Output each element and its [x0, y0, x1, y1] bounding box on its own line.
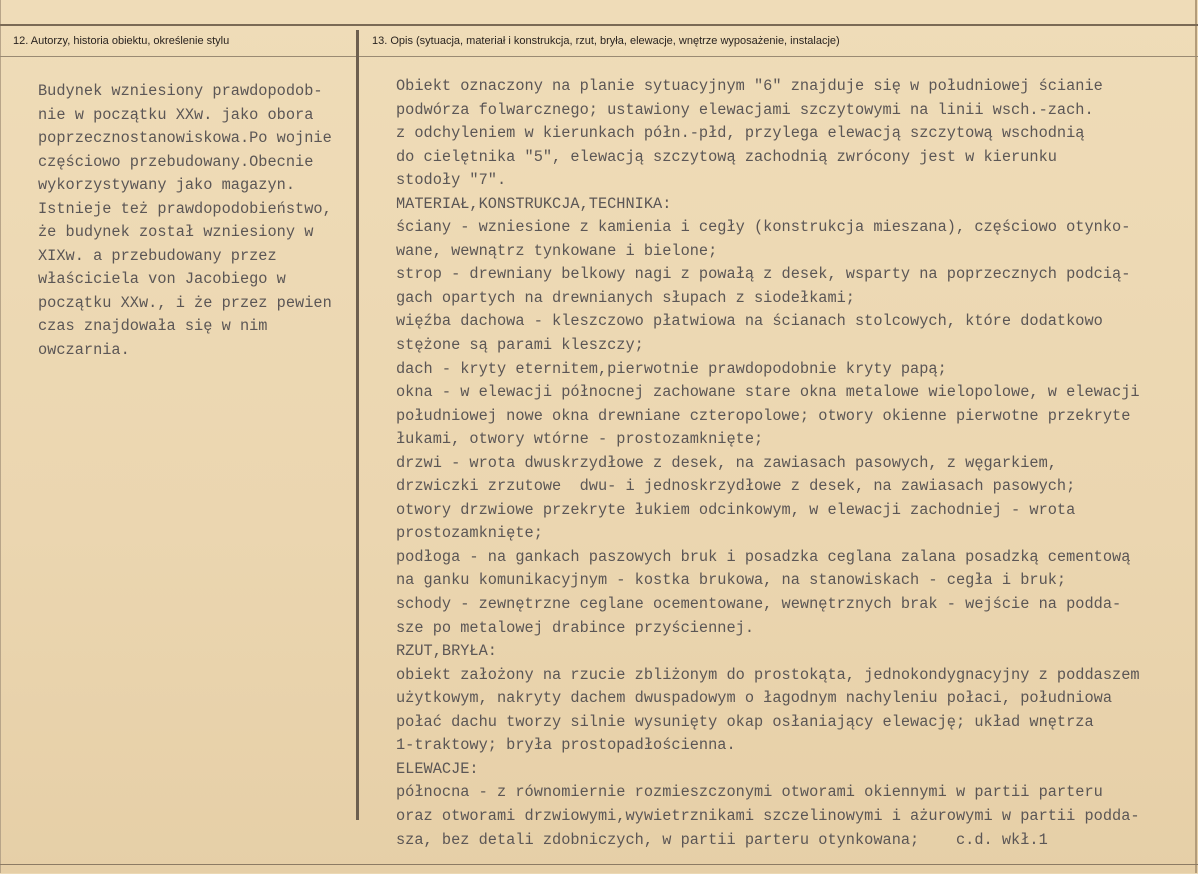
s13-line: podwórza folwarcznego; ustawiony elewacjami szczytowymi na linii wsch.-zach.	[396, 100, 1094, 119]
s13-line: MATERIAŁ,KONSTRUKCJA,TECHNIKA:	[396, 194, 672, 213]
top-rule	[0, 24, 1198, 26]
s13-line: gach opartych na drewnianych słupach z siodełkami;	[396, 288, 855, 307]
section-13-title: 13. Opis (sytuacja, materiał i konstrukcja, rzut, bryła, elewacje, wnętrze wyposażenie, instalacje)	[372, 35, 840, 47]
column-divider	[356, 30, 359, 820]
s13-line: podłoga - na gankach paszowych bruk i posadzka ceglana zalana posadzką cementową	[396, 547, 1131, 566]
s13-line: okna - w elewacji północnej zachowane stare okna metalowe wielopolowe, w elewacji	[396, 383, 1140, 402]
s13-line: ELEWACJE:	[396, 759, 479, 778]
s13-line: stężone są parami kleszczy;	[396, 336, 644, 355]
s13-line: wane, wewnątrz tynkowane i bielone;	[396, 241, 718, 260]
s13-line: sze po metalowej drabince przyściennej.	[396, 618, 755, 637]
s13-line: drzwi - wrota dwuskrzydłowe z desek, na zawiasach pasowych, z węgarkiem,	[396, 453, 1057, 472]
s13-line: obiekt założony na rzucie zbliżonym do prostokąta, jednokondygnacyjny z poddaszem	[396, 665, 1140, 684]
s12-line: czas znajdowała się w nim	[38, 317, 268, 336]
right-edge	[1195, 0, 1197, 873]
s13-line: łukami, otwory wtórne - prostozamknięte;	[396, 430, 764, 449]
section-12-body	[38, 80, 332, 363]
s12-line: początku XXw., i że przez pewien	[38, 293, 332, 312]
s12-line: Budynek wzniesiony prawdopodob-	[38, 82, 323, 100]
s13-line: RZUT,BRYŁA:	[396, 642, 497, 661]
s13-line: schody - zewnętrzne ceglane ocementowane, wewnętrznych brak - wejście na podda-	[396, 595, 1122, 614]
s12-line: wykorzystywany jako magazyn.	[38, 176, 296, 195]
s13-line: stodoły "7".	[396, 171, 507, 190]
header-rule	[0, 56, 1198, 57]
s13-line: z odchyleniem w kierunkach półn.-płd, przylega elewacją szczytową wschodnią	[396, 124, 1085, 143]
s12-line: właściciela von Jacobiego w	[38, 270, 286, 289]
s13-line: na ganku komunikacyjnym - kostka brukowa, na stanowiskach - cegła i bruk;	[396, 571, 1067, 590]
s13-line: strop - drewniany belkowy nagi z powałą z desek, wsparty na poprzecznych podcią-	[396, 265, 1131, 284]
s13-line: drzwiczki zrzutowe dwu- i jednoskrzydłowe z desek, na zawiasach pasowych;	[396, 477, 1076, 496]
section-13-body	[396, 75, 1140, 852]
s13-line: dach - kryty eternitem,pierwotnie prawdopodobnie kryty papą;	[396, 359, 947, 378]
s13-line: otwory drzwiowe przekryte łukiem odcinkowym, w elewacji zachodniej - wrota	[396, 500, 1076, 519]
s13-line: ściany - wzniesione z kamienia i cegły (konstrukcja mieszana), częściowo otynko-	[396, 218, 1131, 237]
s12-line: owczarnia.	[38, 341, 130, 360]
s13-line: oraz otworami drzwiowymi,wywietrznikami szczelinowymi i ażurowymi w partii podda-	[396, 806, 1140, 825]
s13-line: sza, bez detali zdobniczych, w partii parteru otynkowana; c.d. wkł.1	[396, 830, 1048, 849]
left-edge	[0, 0, 1, 873]
s12-line: częściowo przebudowany.Obecnie	[38, 152, 314, 171]
s12-line: że budynek został wzniesiony w	[38, 223, 314, 242]
s12-line: Istnieje też prawdopodobieństwo,	[38, 199, 332, 218]
s12-line: nie w początku XXw. jako obora	[38, 105, 314, 124]
s13-line: Obiekt oznaczony na planie sytuacyjnym "6" znajduje się w południowej ścianie	[396, 77, 1103, 95]
s13-line: użytkowym, nakryty dachem dwuspadowym o łagodnym nachyleniu połaci, południowa	[396, 689, 1113, 708]
s13-line: południowej nowe okna drewniane czteropolowe; otwory okienne pierwotne przekryte	[396, 406, 1131, 425]
s13-line: prostozamknięte;	[396, 524, 543, 543]
s12-line: poprzecznostanowiskowa.Po wojnie	[38, 129, 332, 148]
section-12-title: 12. Autorzy, historia obiektu, określenie stylu	[13, 35, 230, 47]
s13-line: północna - z równomiernie rozmieszczonymi otworami okiennymi w partii parteru	[396, 783, 1103, 802]
s13-line: 1-traktowy; bryła prostopadłościenna.	[396, 736, 736, 755]
s13-line: połać dachu tworzy silnie wysunięty okap osłaniający elewację; układ wnętrza	[396, 712, 1094, 731]
s13-line: do cielętnika "5", elewacją szczytową zachodnią zwrócony jest w kierunku	[396, 147, 1057, 166]
s12-line: XIXw. a przebudowany przez	[38, 246, 277, 265]
s13-line: więźba dachowa - kleszczowo płatwiowa na ścianach stolcowych, które dodatkowo	[396, 312, 1103, 331]
